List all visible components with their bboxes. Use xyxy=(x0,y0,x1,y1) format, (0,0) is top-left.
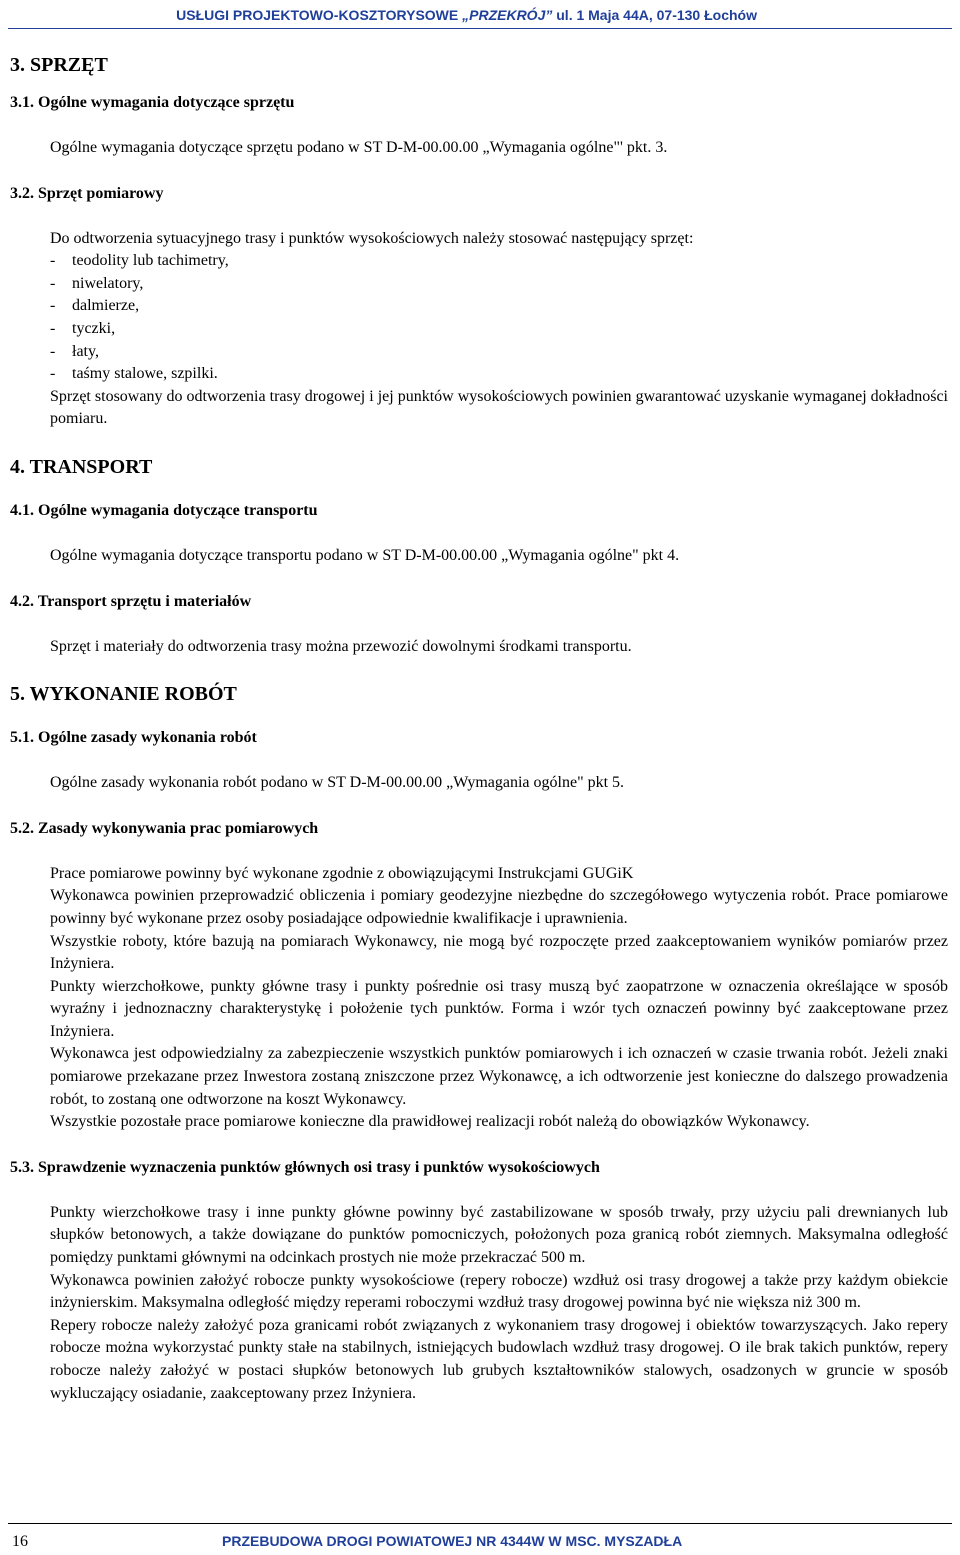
section-5-2-title: 5.2. Zasady wykonywania prac pomiarowych xyxy=(10,819,319,837)
section-5-3-p1: Punkty wierzchołkowe trasy i inne punkty główne powinny być zastabilizowane w sposób trwały, przy użyciu pali drewnianych lub słupków betonowych, a także dowiązane do punktów pomocniczych, położonych poza granicą robót ziemnych. Maksymalna odległość pomiędzy punktami głównymi na odcinkach prostych nie może przekraczać 500 m. xyxy=(50,1203,948,1267)
header-prefix: USŁUGI PROJEKTOWO-KOSZTORYSOWE xyxy=(176,7,463,23)
list-item: - niwelatory, xyxy=(50,273,948,296)
section-5-2-p2: Wykonawca powinien przeprowadzić obliczenia i pomiary geodezyjne niezbędne do szczegółowego wytyczenia robót. Prace pomiarowe powinny być wykonane przez osoby posiadające odpowiednie kwalifikacje i uprawnienia. xyxy=(50,887,948,927)
section-3-2-intro: Do odtworzenia sytuacyjnego trasy i punktów wysokościowych należy stosować następujący sprzęt: xyxy=(50,229,694,247)
section-4-1-title: 4.1. Ogólne wymagania dotyczące transportu xyxy=(10,501,318,519)
section-5-2-p6: Wszystkie pozostałe prace pomiarowe konieczne dla prawidłowej realizacji robót należą do obowiązków Wykonawcy. xyxy=(50,1113,810,1131)
list-item: - łaty, xyxy=(50,341,948,364)
section-3-1-title: 3.1. Ogólne wymagania dotyczące sprzętu xyxy=(10,94,295,111)
section-5-2-p1: Prace pomiarowe powinny być wykonane zgodnie z obowiązującymi Instrukcjami GUGiK xyxy=(50,864,634,882)
header-company: „PRZEKRÓJ” xyxy=(462,7,553,23)
section-4-2-title: 4.2. Transport sprzętu i materiałów xyxy=(10,592,252,610)
list-item: - tyczki, xyxy=(50,318,948,341)
page-footer: PRZEBUDOWA DROGI POWIATOWEJ NR 4344W W MSC. MYSZADŁA xyxy=(222,1533,683,1549)
section-3-2-title: 3.2. Sprzęt pomiarowy xyxy=(10,184,164,202)
section-5-3-p2: Wykonawca powinien założyć robocze punkty wysokościowe (repery robocze) wzdłuż osi trasy drogowej a także przy każdym obiekcie inżynierskim. Maksymalna odległość między reperami roboczymi wzdłuż trasy drogowej powinna być nie większa niż 300 m. xyxy=(50,1271,948,1312)
section-4-title: 4. TRANSPORT xyxy=(10,455,153,478)
section-5-2-p4: Punkty wierzchołkowe, punkty główne trasy i punkty pośrednie osi trasy muszą być zaopatrzone w oznaczenia określające w sposób wyraźny i jednoznaczny charakterystykę i położenie tych punktów. Forma i wzór tych oznaczeń powinny być zaakceptowane przez Inżyniera. xyxy=(50,977,948,1040)
list-item: - dalmierze, xyxy=(50,295,948,318)
section-3-1-text: Ogólne wymagania dotyczące sprzętu podano w ST D-M-00.00.00 „Wymagania ogólne"' pkt. 3. xyxy=(50,139,668,156)
page-number: 16 xyxy=(12,1533,28,1550)
equipment-list xyxy=(10,250,948,386)
document-body xyxy=(10,52,948,1405)
section-5-1-title: 5.1. Ogólne zasady wykonania robót xyxy=(10,729,257,747)
section-5-title: 5. WYKONANIE ROBÓT xyxy=(10,683,237,706)
list-item: - taśmy stalowe, szpilki. xyxy=(50,363,948,386)
section-5-3-p3: Repery robocze należy założyć poza granicami robót związanych z wykonaniem trasy drogowej i obiektów towarzyszących. Jako repery robocze można wykorzystać punkty stałe na stabilnych, istniejących budowlach wzdłuż trasy drogowej. O ile brak takich punktów, repery robocze należy założyć w postaci słupków betonowych lub grubych kształtowników stalowych, osadzonych w gruncie w sposób wykluczający osiadanie, zaakceptowany przez Inżyniera. xyxy=(50,1316,948,1402)
section-4-1-text: Ogólne wymagania dotyczące transportu podano w ST D-M-00.00.00 „Wymagania ogólne" pkt 4. xyxy=(50,546,680,564)
section-3-title: 3. SPRZĘT xyxy=(10,54,108,76)
page-header xyxy=(0,0,960,30)
header-rule xyxy=(8,28,952,29)
section-5-3-title: 5.3. Sprawdzenie wyznaczenia punktów głównych osi trasy i punktów wysokościowych xyxy=(10,1158,600,1176)
section-5-2-p5: Wykonawca jest odpowiedzialny za zabezpieczenie wszystkich punktów pomiarowych i ich oznaczeń w czasie trwania robót. Jeżeli znaki pomiarowe przekazane przez Inwestora zostaną zniszczone przez Wykonawcę, a ich odtworzenie jest konieczne do dalszego prowadzenia robót, to zostaną one odtworzone na koszt Wykonawcy. xyxy=(50,1045,948,1108)
footer-rule xyxy=(8,1523,952,1524)
section-5-1-text: Ogólne zasady wykonania robót podano w ST D-M-00.00.00 „Wymagania ogólne" pkt 5. xyxy=(50,774,625,792)
section-4-2-text: Sprzęt i materiały do odtworzenia trasy można przewozić dowolnymi środkami transportu. xyxy=(50,637,632,655)
header-address: ul. 1 Maja 44A, 07-130 Łochów xyxy=(552,7,757,23)
section-3-2-text: Sprzęt stosowany do odtworzenia trasy drogowej i jej punktów wysokościowych powinien gwarantować uzyskanie wymaganej dokładności pomiaru. xyxy=(50,387,948,428)
section-5-2-p3: Wszystkie roboty, które bazują na pomiarach Wykonawcy, nie mogą być rozpoczęte przed zaakceptowaniem wyników pomiarów przez Inżyniera. xyxy=(50,932,948,973)
list-item: - teodolity lub tachimetry, xyxy=(50,250,948,273)
